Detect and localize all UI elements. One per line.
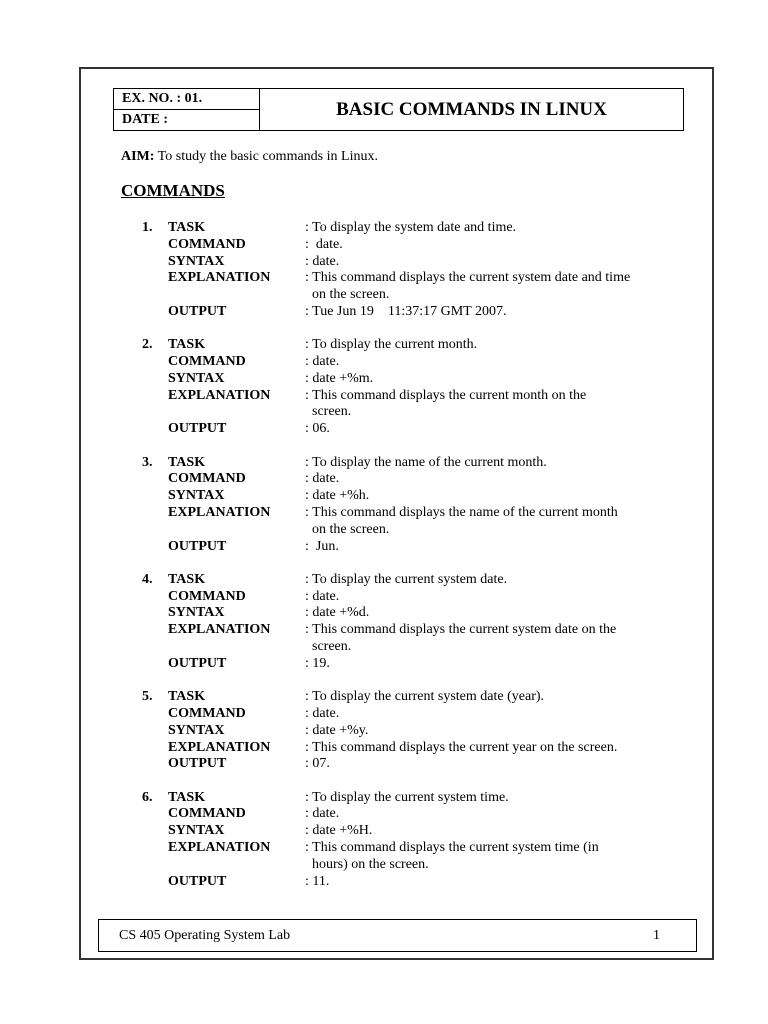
field-value: : date. [305,705,340,721]
entry-number: 1. [142,220,153,235]
entry-row [0,404,768,421]
field-value: : Tue Jun 19 11:37:17 GMT 2007. [305,303,507,319]
entry-row [0,539,768,556]
command-entry [0,790,768,891]
entry-number: 2. [142,337,153,353]
aim-text: To study the basic commands in Linux. [154,149,378,164]
entry-row [0,689,768,706]
entry-row [0,572,768,589]
entry-row [0,471,768,488]
entry-row [0,337,768,354]
field-value: : This command displays the current system date and time [305,270,631,286]
field-label: COMMAND [168,471,246,487]
entry-row [0,723,768,740]
entry-row [0,656,768,673]
field-value: : date. [305,236,343,252]
entry-row [0,622,768,639]
entry-row [0,371,768,388]
field-value: : This command displays the current month on the [305,387,587,403]
field-label: COMMAND [168,588,246,604]
field-value: : date. [305,253,340,269]
field-value: screen. [305,639,352,655]
entry-row [0,270,768,287]
entry-row [0,505,768,522]
field-value: : date +%d. [305,605,370,621]
field-label: SYNTAX [168,722,225,738]
field-value: : date +%y. [305,722,369,738]
footer [98,919,697,952]
field-value: on the screen. [305,521,390,537]
field-value: : 19. [305,655,330,671]
entry-row [0,840,768,857]
field-value: : To display the current system time. [305,789,509,805]
field-label: OUTPUT [168,655,227,671]
entry-row [0,488,768,505]
field-value: : This command displays the current system date on the [305,622,617,638]
entry-row [0,740,768,757]
field-value: screen. [305,404,352,420]
field-value: hours) on the screen. [305,856,429,872]
field-label: SYNTAX [168,370,225,386]
entry-row [0,756,768,773]
field-value: : date. [305,806,340,822]
field-label: EXPLANATION [168,270,271,286]
entry-number: 3. [142,454,153,470]
entry-row [0,455,768,472]
field-label: OUTPUT [168,756,227,772]
field-value: : To display the name of the current month. [305,454,547,470]
field-label: OUTPUT [168,303,227,319]
field-label: TASK [168,454,206,470]
entry-row [0,790,768,807]
field-value: : date +%H. [305,823,373,839]
entry-row [0,639,768,656]
entry-number: 5. [142,689,153,705]
field-label: OUTPUT [168,873,227,889]
entry-row [0,806,768,823]
field-value: : Jun. [305,538,339,554]
field-value: on the screen. [305,287,390,303]
entry-row [0,254,768,271]
entry-row [0,857,768,874]
entry-row [0,354,768,371]
field-label: TASK [168,571,206,587]
aim [121,147,378,167]
field-value: : date +%m. [305,370,374,386]
field-label: EXPLANATION [168,622,271,638]
field-label: OUTPUT [168,538,227,554]
command-entry [0,689,768,773]
field-label: SYNTAX [168,253,225,269]
command-entry [0,337,768,438]
entry-row [0,874,768,891]
entry-row [0,589,768,606]
field-value: : This command displays the current system time (in [305,840,599,855]
field-value: : To display the system date and time. [305,220,517,235]
field-label: SYNTAX [168,823,225,839]
field-label: COMMAND [168,806,246,822]
command-entry [0,220,768,321]
field-label: OUTPUT [168,421,227,437]
command-entry [0,455,768,556]
header-box [113,88,684,131]
field-value: : date. [305,354,340,370]
field-label: EXPLANATION [168,840,271,855]
commands-heading: COMMANDS [121,181,225,200]
field-label: SYNTAX [168,605,225,621]
field-value: : To display the current month. [305,337,478,353]
command-list [0,220,768,907]
exercise-number: EX. NO. : 01. [114,89,259,110]
entry-row [0,522,768,539]
field-value: : To display the current system date. [305,571,508,587]
field-label: SYNTAX [168,488,225,504]
entry-row [0,304,768,321]
field-label: COMMAND [168,236,246,252]
page-title: BASIC COMMANDS IN LINUX [336,99,607,120]
date-field: DATE : [122,112,169,127]
field-label: EXPLANATION [168,387,271,403]
entry-row [0,421,768,438]
entry-row [0,706,768,723]
field-label: COMMAND [168,705,246,721]
command-entry [0,572,768,673]
entry-row [0,605,768,622]
entry-number: 6. [142,789,153,805]
entry-row [0,220,768,237]
field-label: TASK [168,337,206,353]
field-label: EXPLANATION [168,739,271,755]
field-value: : This command displays the current year on the screen. [305,739,618,755]
entry-row [0,823,768,840]
field-value: : 06. [305,421,330,437]
header-meta [114,89,260,130]
field-value: : This command displays the name of the current month [305,504,618,520]
field-label: COMMAND [168,354,246,370]
entry-row [0,287,768,304]
field-value: : To display the current system date (year). [305,689,545,705]
entry-row [0,237,768,254]
field-value: : date. [305,588,340,604]
field-label: EXPLANATION [168,504,271,520]
entry-row [0,388,768,405]
footer-page-number: 1 [653,928,660,943]
field-value: : date +%h. [305,488,370,504]
aim-label: AIM: [121,149,155,164]
field-value: : 11. [305,873,330,889]
field-label: TASK [168,789,206,805]
field-label: TASK [168,220,206,235]
field-label: TASK [168,689,206,705]
footer-course: CS 405 Operating System Lab [119,928,291,943]
entry-number: 4. [142,571,153,587]
field-value: : date. [305,471,340,487]
field-value: : 07. [305,756,330,772]
